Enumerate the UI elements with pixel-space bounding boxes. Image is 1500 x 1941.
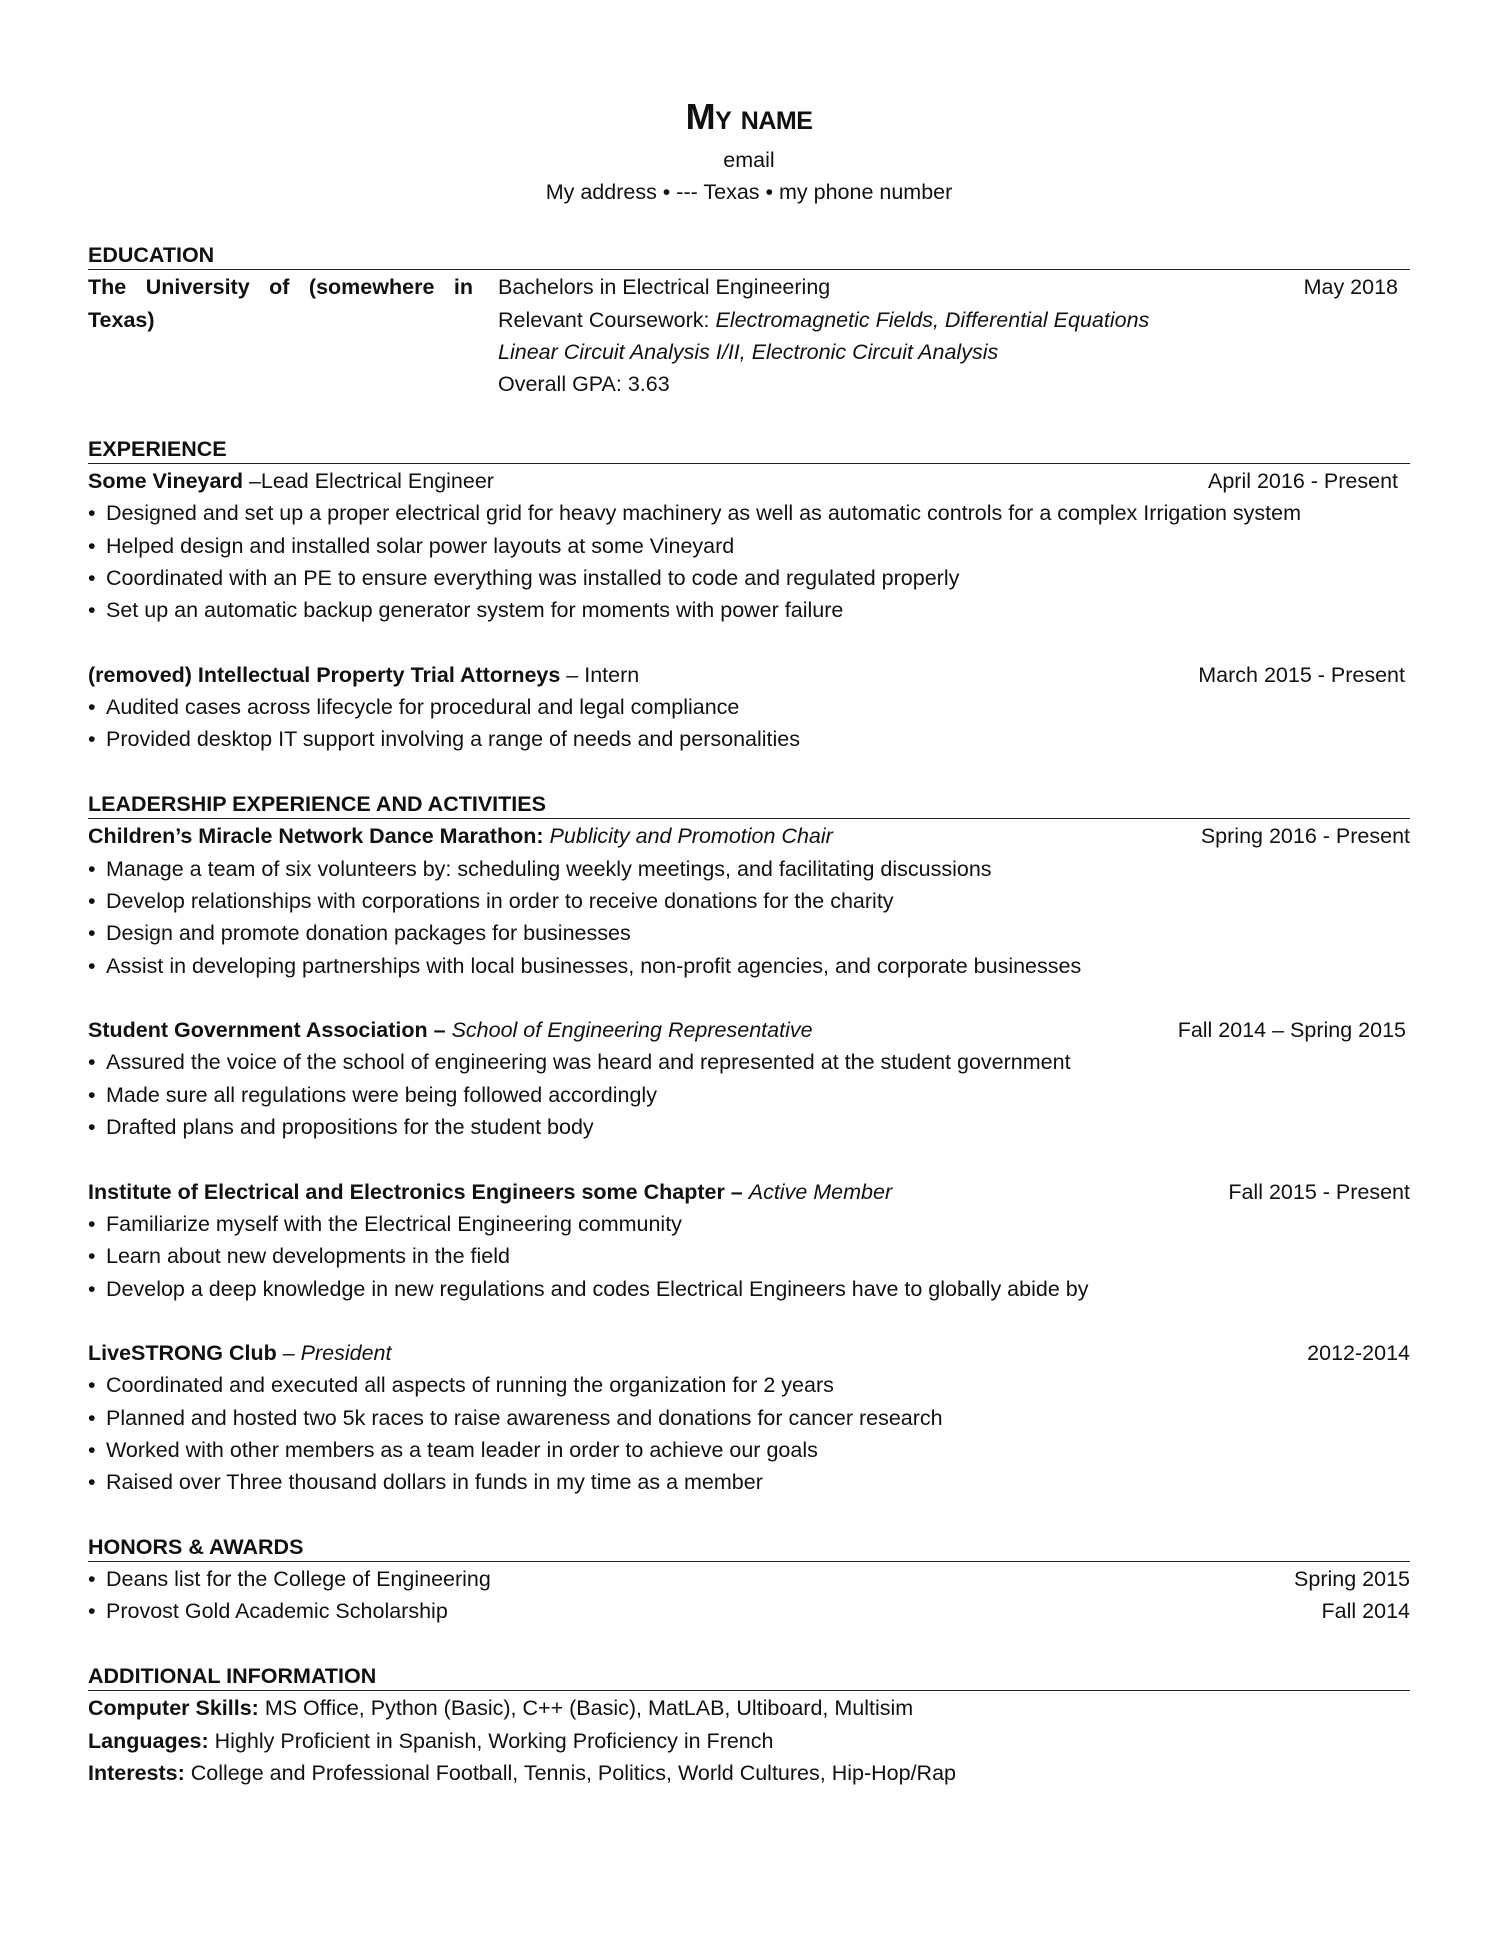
- degree: Bachelors in Electrical Engineering: [498, 275, 831, 300]
- spacer: [88, 756, 1410, 788]
- bullet-item: [88, 885, 1410, 917]
- degree-details: [498, 271, 1410, 400]
- honor-text: Deans list for the College of Engineering: [106, 1567, 491, 1592]
- bullet-icon: •: [88, 695, 96, 720]
- bullet-item: [88, 1111, 1410, 1143]
- entry-date: Fall 2015 - Present: [1228, 1179, 1410, 1204]
- bullet-icon: •: [88, 501, 96, 526]
- bullet-text: Coordinated and executed all aspects of running the organization for 2 years: [106, 1373, 834, 1398]
- bullet-item: [88, 1240, 1410, 1272]
- additional-label: Computer Skills:: [88, 1696, 259, 1721]
- entry-organization: Children’s Miracle Network Dance Marathon:: [88, 824, 544, 849]
- education-entry: [88, 271, 1410, 400]
- entry-role: School of Engineering Representative: [451, 1018, 813, 1043]
- bullet-icon: •: [88, 1276, 96, 1301]
- bullet-icon: •: [88, 598, 96, 623]
- entry-organization: Student Government Association –: [88, 1018, 446, 1043]
- honor-date: Fall 2014: [1321, 1599, 1410, 1624]
- bullet-text: Made sure all regulations were being followed accordingly: [106, 1082, 657, 1107]
- bullet-icon: •: [88, 953, 96, 978]
- additional-item: [88, 1692, 1410, 1724]
- additional-value: Highly Proficient in Spanish, Working Proficiency in French: [208, 1728, 774, 1753]
- bullet-item: [88, 917, 1410, 949]
- entry-header: [88, 1014, 1410, 1046]
- bullet-icon: •: [88, 1082, 96, 1107]
- section-heading-experience: EXPERIENCE: [88, 433, 1410, 465]
- entry-organization: LiveSTRONG Club: [88, 1341, 277, 1366]
- school-name: The University of (somewhere in Texas): [88, 275, 473, 332]
- bullet-text: Manage a team of six volunteers by: scheduling weekly meetings, and facilitating discussions: [106, 856, 992, 881]
- bullet-icon: •: [88, 727, 96, 752]
- bullet-text: Audited cases across lifecycle for procedural and legal compliance: [106, 695, 740, 720]
- additional-item: [88, 1757, 1410, 1789]
- entry-role: Intern: [584, 662, 640, 687]
- bullet-icon: •: [88, 533, 96, 558]
- bullet-icon: •: [88, 1405, 96, 1430]
- honor-date: Spring 2015: [1294, 1567, 1410, 1592]
- bullet-item: [88, 853, 1410, 885]
- entry-separator: –: [276, 1341, 301, 1366]
- bullet-text: Design and promote donation packages for businesses: [106, 921, 631, 946]
- entry-role: President: [300, 1341, 392, 1366]
- entry-header: [88, 1176, 1410, 1208]
- bullet-text: Set up an automatic backup generator system for moments with power failure: [106, 598, 844, 623]
- bullet-icon: •: [88, 888, 96, 913]
- spacer: [88, 1143, 1410, 1175]
- bullet-item: [88, 1079, 1410, 1111]
- coursework-1: Electromagnetic Fields, Differential Equations: [715, 307, 1150, 332]
- honor-item: [88, 1563, 1410, 1595]
- additional-item: [88, 1725, 1410, 1757]
- candidate-name: My name: [685, 96, 813, 137]
- entry-organization: (removed) Intellectual Property Trial Attorneys: [88, 662, 561, 687]
- bullet-item: [88, 1434, 1410, 1466]
- gpa: Overall GPA: 3.63: [498, 372, 670, 397]
- entry-role: Lead Electrical Engineer: [260, 469, 494, 494]
- bullet-icon: •: [88, 856, 96, 881]
- section-heading-leadership: LEADERSHIP EXPERIENCE AND ACTIVITIES: [88, 788, 1410, 820]
- bullet-item: [88, 1369, 1410, 1401]
- entry-date: March 2015 - Present: [1198, 662, 1405, 687]
- spacer: [88, 1628, 1410, 1660]
- bullet-item: [88, 1208, 1410, 1240]
- bullet-icon: •: [88, 1437, 96, 1462]
- bullet-icon: •: [88, 921, 96, 946]
- bullet-icon: •: [88, 1211, 96, 1236]
- entry-organization: Some Vineyard: [88, 469, 249, 494]
- bullet-icon: •: [88, 1244, 96, 1269]
- bullet-item: [88, 530, 1410, 562]
- bullet-icon: •: [88, 1567, 96, 1592]
- bullet-icon: •: [88, 1115, 96, 1140]
- entry-header: [88, 659, 1410, 691]
- bullet-text: Develop a deep knowledge in new regulations and codes Electrical Engineers have to globally abide by: [106, 1276, 1089, 1301]
- bullet-text: Worked with other members as a team leader in order to achieve our goals: [106, 1437, 818, 1462]
- bullet-icon: •: [88, 1599, 96, 1624]
- entry-header: [88, 465, 1410, 497]
- entry-date: Spring 2016 - Present: [1200, 824, 1410, 849]
- bullet-item: [88, 1046, 1410, 1078]
- additional-label: Languages:: [88, 1728, 209, 1753]
- contact-line: My address • --- Texas • my phone number: [545, 180, 953, 204]
- entry-organization: Institute of Electrical and Electronics Engineers some Chapter –: [88, 1179, 743, 1204]
- bullet-icon: •: [88, 1050, 96, 1075]
- entry-role: Publicity and Promotion Chair: [549, 824, 833, 849]
- additional-value: MS Office, Python (Basic), C++ (Basic), MatLAB, Ultiboard, Multisim: [258, 1696, 914, 1721]
- bullet-text: Assured the voice of the school of engineering was heard and represented at the student government: [106, 1050, 1071, 1075]
- resume-body: [88, 239, 1410, 1789]
- bullet-icon: •: [88, 1470, 96, 1495]
- bullet-icon: •: [88, 565, 96, 590]
- entry-date: 2012-2014: [1307, 1341, 1410, 1366]
- bullet-item: [88, 950, 1410, 982]
- entry-header: [88, 1337, 1410, 1369]
- bullet-item: [88, 594, 1410, 626]
- additional-value: College and Professional Football, Tennis, Politics, World Cultures, Hip-Hop/Rap: [184, 1760, 956, 1785]
- bullet-text: Familiarize myself with the Electrical Engineering community: [106, 1211, 682, 1236]
- bullet-icon: •: [88, 1373, 96, 1398]
- bullet-text: Coordinated with an PE to ensure everything was installed to code and regulated properly: [106, 565, 960, 590]
- entry-separator: –: [560, 662, 585, 687]
- entry-date: April 2016 - Present: [1207, 469, 1398, 494]
- bullet-item: [88, 723, 1410, 755]
- section-heading-education: EDUCATION: [88, 239, 1410, 271]
- bullet-text: Planned and hosted two 5k races to raise awareness and donations for cancer research: [106, 1405, 943, 1430]
- spacer: [88, 1305, 1410, 1337]
- spacer: [88, 982, 1410, 1014]
- entry-separator: –: [248, 469, 261, 494]
- entry-role: Active Member: [748, 1179, 893, 1204]
- bullet-text: Helped design and installed solar power layouts at some Vineyard: [106, 533, 735, 558]
- coursework-label: Relevant Coursework:: [498, 307, 716, 332]
- spacer: [88, 627, 1410, 659]
- honor-item: [88, 1595, 1410, 1627]
- bullet-text: Develop relationships with corporations in order to receive donations for the charity: [106, 888, 894, 913]
- bullet-item: [88, 691, 1410, 723]
- bullet-text: Raised over Three thousand dollars in funds in my time as a member: [106, 1470, 763, 1495]
- spacer: [88, 1499, 1410, 1531]
- section-heading-additional: ADDITIONAL INFORMATION: [88, 1660, 1410, 1692]
- bullet-item: [88, 562, 1410, 594]
- bullet-text: Designed and set up a proper electrical grid for heavy machinery as well as automatic controls for a complex Irrigation system: [106, 501, 1301, 526]
- bullet-text: Learn about new developments in the field: [106, 1244, 510, 1269]
- bullet-text: Provided desktop IT support involving a range of needs and personalities: [106, 727, 801, 752]
- entry-date: Fall 2014 – Spring 2015: [1177, 1018, 1406, 1043]
- bullet-item: [88, 1402, 1410, 1434]
- bullet-text: Assist in developing partnerships with local businesses, non-profit agencies, and corporate businesses: [106, 953, 1082, 978]
- bullet-item: [88, 1273, 1410, 1305]
- coursework-2: Linear Circuit Analysis I/II, Electronic Circuit Analysis: [498, 339, 999, 364]
- section-heading-honors: HONORS & AWARDS: [88, 1531, 1410, 1563]
- bullet-text: Drafted plans and propositions for the student body: [106, 1115, 594, 1140]
- education-date: May 2018: [1303, 275, 1398, 300]
- entry-header: [88, 820, 1410, 852]
- bullet-item: [88, 497, 1410, 529]
- bullet-item: [88, 1466, 1410, 1498]
- additional-label: Interests:: [88, 1760, 185, 1785]
- email: email: [723, 148, 775, 172]
- honor-text: Provost Gold Academic Scholarship: [106, 1599, 448, 1624]
